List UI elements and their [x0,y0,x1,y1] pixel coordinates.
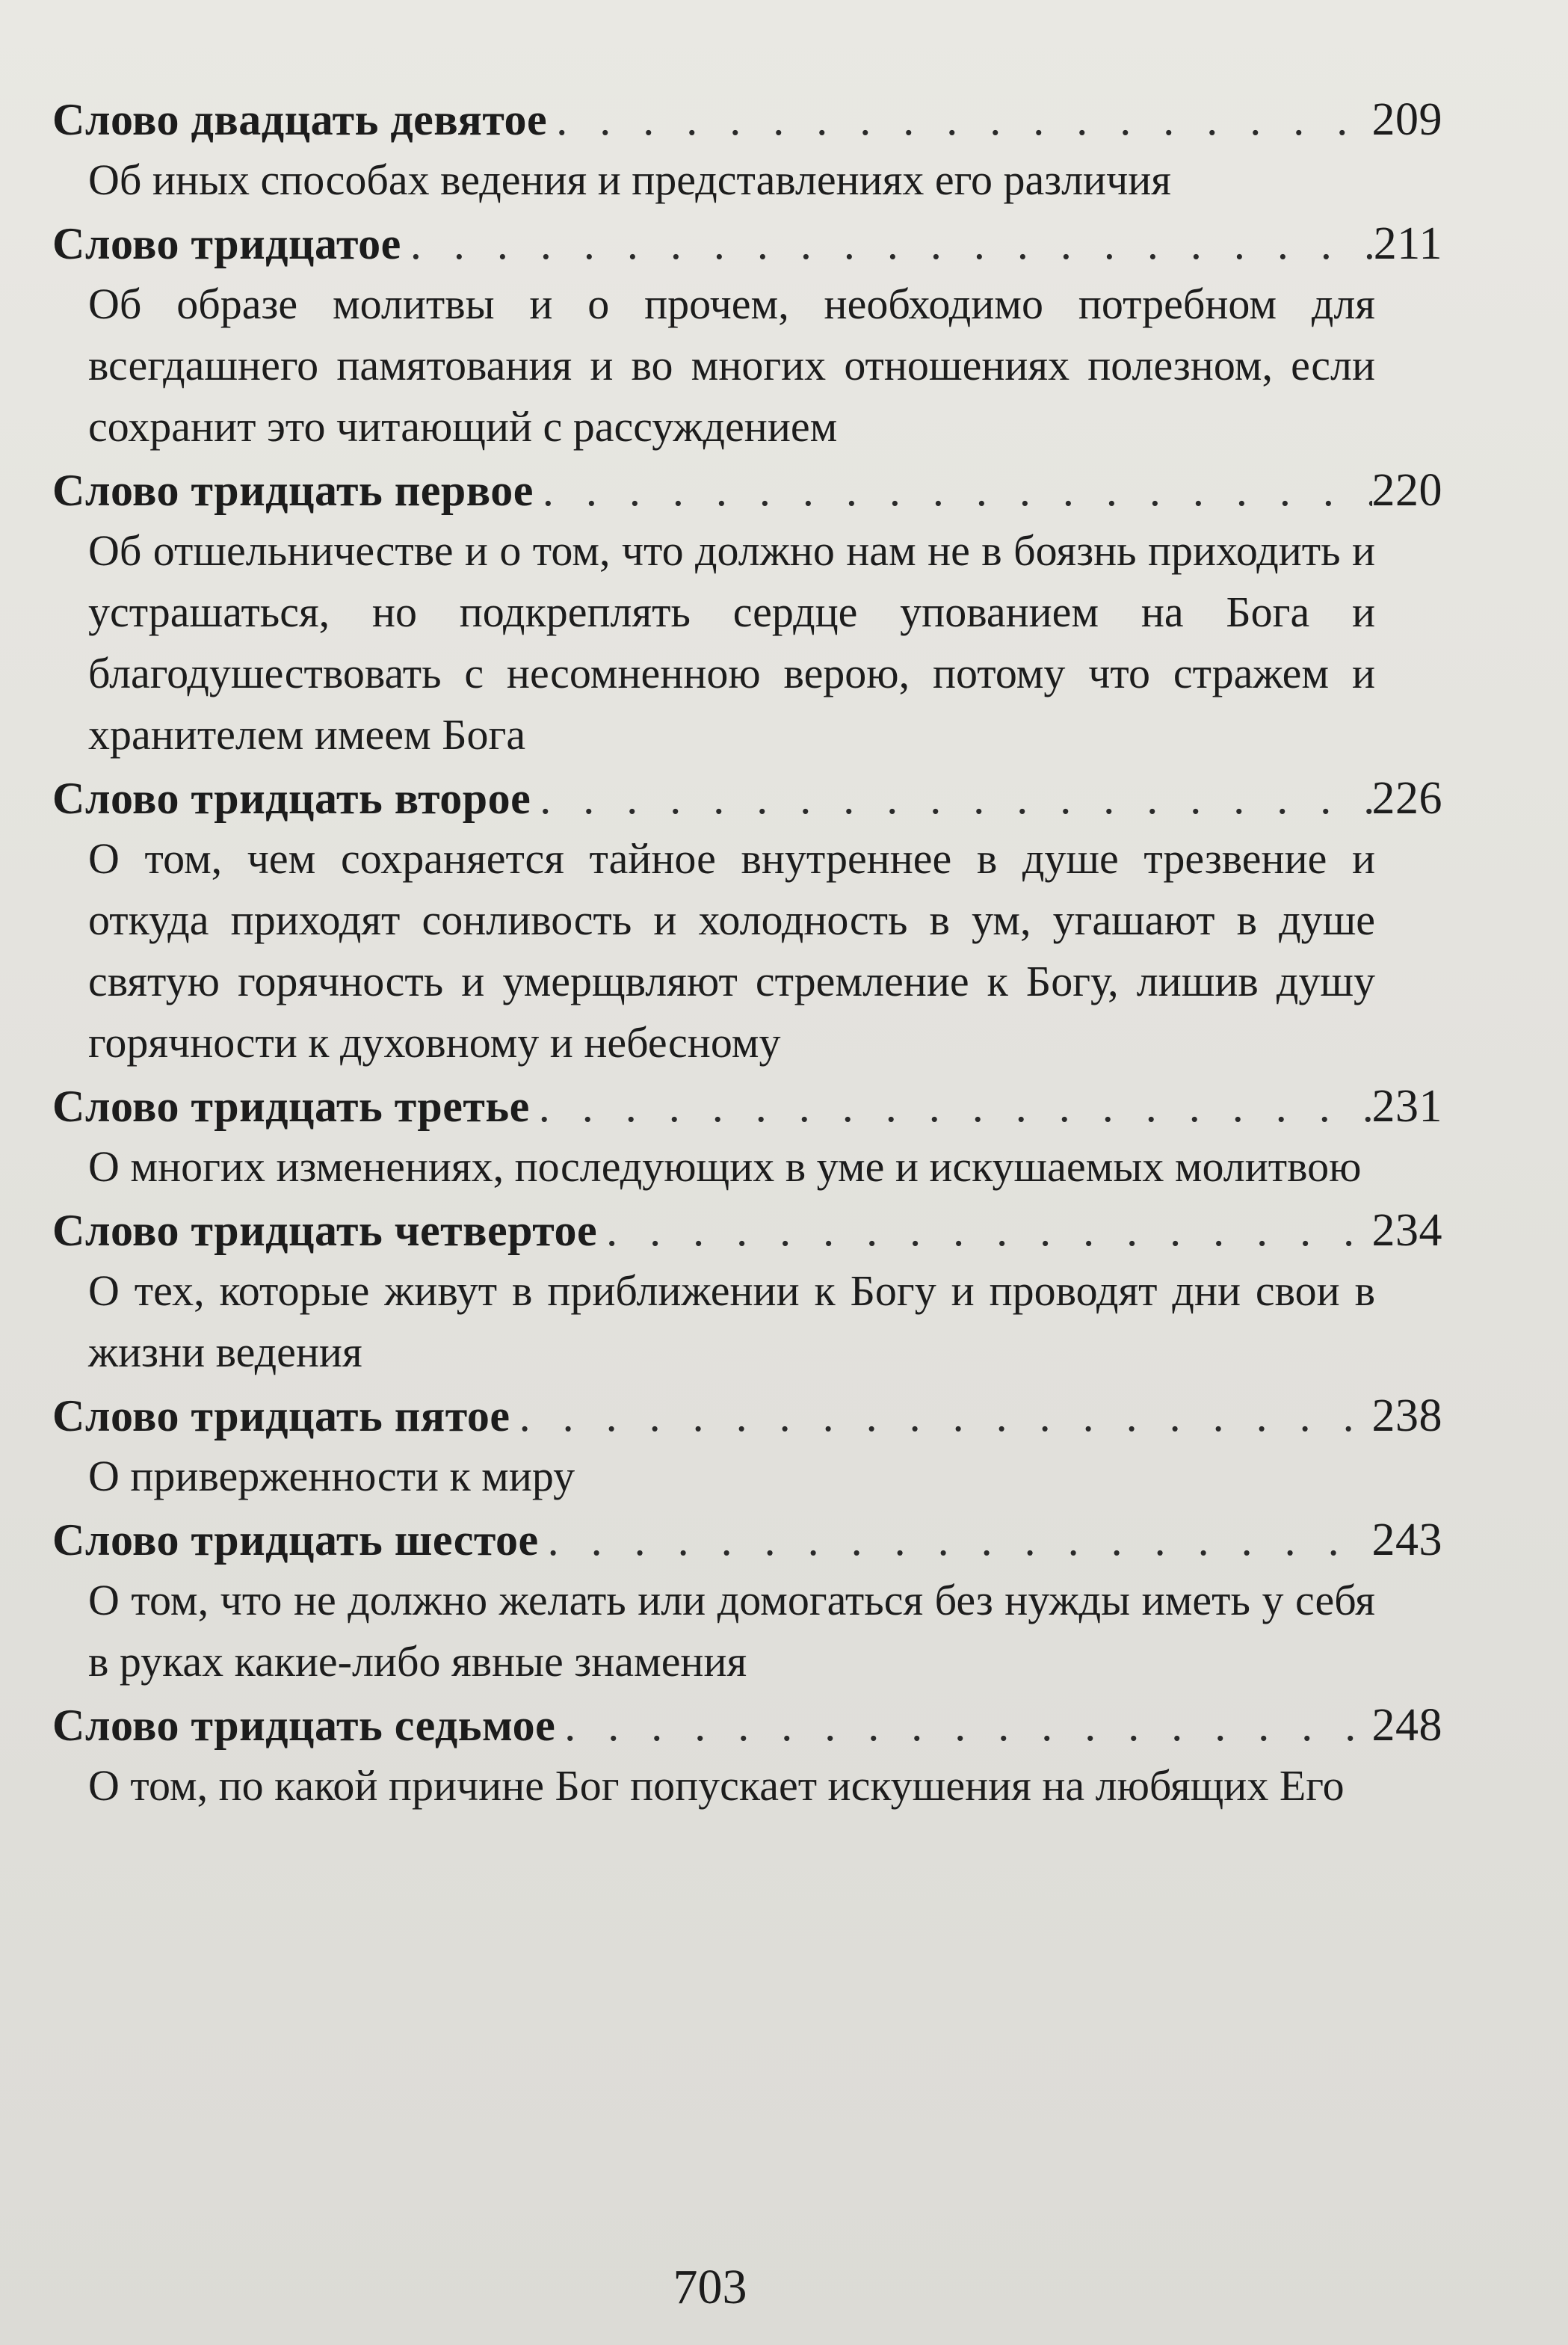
toc-heading [52,1076,1442,1136]
toc-entry [52,1201,1442,1383]
dot-leader [555,1695,1371,1755]
entry-page-number: 226 [1371,773,1442,824]
entry-title: Слово тридцать второе [52,774,531,823]
entry-title: Слово двадцать девятое [52,95,548,144]
entry-page-number: 234 [1371,1205,1442,1256]
entry-description: О приверженности к миру [88,1452,575,1500]
table-of-contents [52,90,1442,1819]
entry-description: О том, чем сохраняется тайное внутреннее в душе трезвение и откуда приходят сонливость и холодность в ум, угашают в душе святую горячность и умерщвляют стремление к Богу, лишив душу горячности к духовному и небесному [88,834,1375,1067]
entry-page-number: 238 [1371,1390,1442,1441]
entry-description: Об иных способах ведения и представлениях его различия [88,155,1171,204]
toc-heading [52,1510,1442,1570]
dot-leader [531,768,1371,828]
entry-title: Слово тридцать первое [52,466,534,515]
toc-heading [52,460,1442,520]
entry-description: О тех, которые живут в приближении к Богу и проводят дни свои в жизни ведения [88,1266,1375,1376]
toc-heading [52,90,1442,150]
dot-leader [401,214,1374,274]
dot-leader [530,1076,1372,1136]
entry-page-number: 243 [1371,1514,1442,1565]
dot-leader [534,460,1372,520]
entry-page-number: 220 [1371,465,1442,516]
entry-title: Слово тридцатое [52,219,401,268]
dot-leader [597,1201,1371,1260]
entry-page-number: 248 [1371,1700,1442,1751]
toc-heading [52,214,1442,274]
toc-heading [52,1201,1442,1260]
dot-leader [510,1386,1372,1446]
page-number: 703 [673,2260,747,2314]
entry-description: Об отшельничестве и о том, что должно нам не в боязнь приходить и устрашаться, но подкреплять сердце упованием на Бога и благодушествовать с несомненною верою, потому что стражем и хранителем имеем Бога [88,526,1375,759]
toc-heading [52,1386,1442,1446]
dot-leader [547,90,1371,150]
toc-heading [52,1695,1442,1755]
toc-entry [52,1386,1442,1507]
toc-entry [52,90,1442,211]
entry-title: Слово тридцать четвертое [52,1206,598,1255]
entry-description: Об образе молитвы и о прочем, необходимо потребном для всегдашнего памятования и во многих отношениях полезном, если сохранит это читающий с рассуждением [88,280,1375,451]
toc-entry [52,1510,1442,1692]
entry-description: О том, по какой причине Бог попускает искушения на любящих Его [88,1761,1345,1810]
entry-title: Слово тридцать пятое [52,1391,510,1440]
entry-page-number: 209 [1371,94,1442,145]
entry-page-number: 231 [1371,1081,1442,1132]
entry-title: Слово тридцать седьмое [52,1701,556,1750]
entry-title: Слово тридцать шестое [52,1515,539,1565]
entry-title: Слово тридцать третье [52,1082,530,1131]
entry-description: О том, что не должно желать или домогаться без нужды иметь у себя в руках какие-либо явные знамения [88,1576,1375,1686]
dot-leader [539,1510,1372,1570]
toc-heading [52,768,1442,828]
toc-entry [52,768,1442,1073]
toc-entry [52,214,1442,457]
toc-entry [52,1695,1442,1816]
entry-page-number: 211 [1373,218,1442,269]
toc-entry [52,1076,1442,1198]
entry-description: О многих изменениях, последующих в уме и искушаемых молитвою [88,1142,1362,1191]
toc-entry [52,460,1442,765]
